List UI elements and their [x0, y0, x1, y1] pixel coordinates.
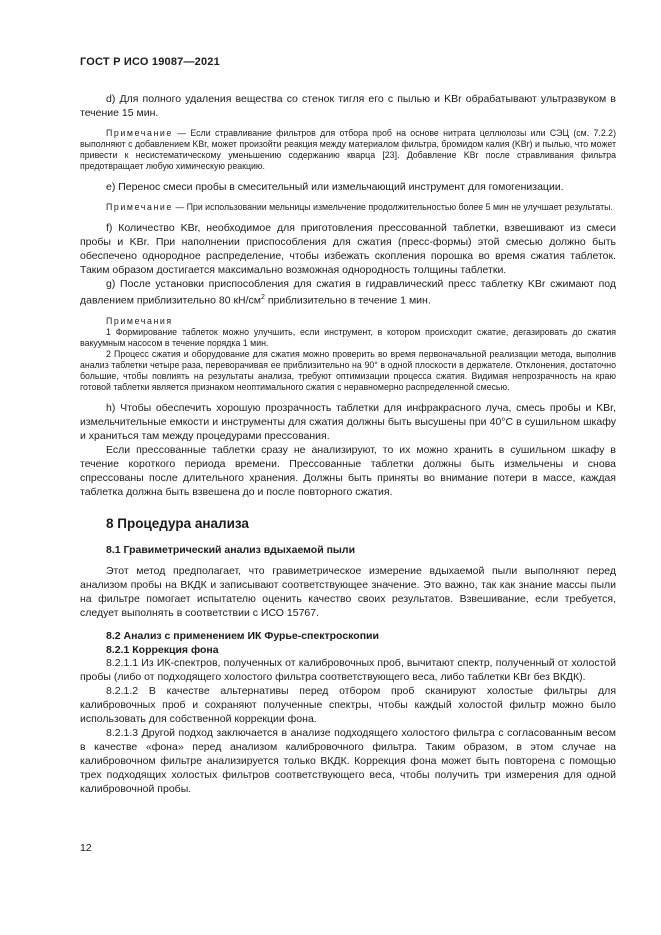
paragraph-8-2-1-1: 8.2.1.1 Из ИК-спектров, полученных от калибровочных проб, вычитают спектр, полученный от холостой пробы (либо от подходящего холостого фильтра соответствующего веса, либо таблетки KBr без ВКДК). — [80, 656, 616, 683]
page-content — [80, 92, 616, 796]
item-e: e) Перенос смеси пробы в смесительный или измельчающий инструмент для гомогенизации. — [106, 181, 564, 193]
item-f: f) Количество KBr, необходимое для приготовления прессованной таблетки, взвешивают из смеси пробы и KBr. При наполнении приспособления для сжатия (пресс-формы) этой смесью должно быть обеспечено однородное распределение, чтобы избежать скопления порошка во время сжатия таблеток. Таким образом достигается максимально возможная однородность толщины таблетки. — [80, 222, 616, 276]
section-8-1-text: Этот метод предполагает, что гравиметрическое измерение вдыхаемой пыли выполняют перед анализом пробы на ВКДК и записывают соответствующее значение. Это важно, так как знание массы пыли на фильтре помогает испытателю оценить качество своих результатов. Взвешивание, если требуется, следует выполнять в соответствии с ИСО 15767. — [80, 564, 616, 619]
item-d: d) Для полного удаления вещества со стенок тигля его с пылью и KBr обрабатывают ультразвуком в течение 15 мин. — [80, 93, 616, 119]
section-8-2-heading: 8.2 Анализ с применением ИК Фурье-спектроскопии — [106, 629, 379, 642]
notes-label: Примечания — [106, 315, 173, 326]
page-number: 12 — [80, 842, 92, 854]
note-2: 2 Процесс сжатия и оборудование для сжатия можно проверить во время первоначальной реализации метода, выполнив анализ таблетки четыре раза, переворачивая ее приблизительно на 90° в одной плоскости в держателе. Отклонения, достаточно большие, чтобы повлиять на результаты анализа, требуют оптимизации процесса сжатия. Видимая непрозрачность на краю готовой таблетки является признаком неоптимального сжатия с неравномерно распределенной смесью. — [80, 348, 616, 392]
item-h: h) Чтобы обеспечить хорошую прозрачность таблетки для инфракрасного луча, смесь пробы и KBr, измельчительные емкости и инструменты для сжатия должны быть высушены при 40°С в сушильном шкафу и храниться там между процедурами прессования. — [80, 401, 616, 442]
paragraph-8-2-1-2: 8.2.1.2 В качестве альтернативы перед отбором проб сканируют холостые фильтры для калибровочных проб и сохраняют полученные спектры, чтобы каждый холостой фильтр можно было использовать для собственной коррекции фона. — [80, 684, 616, 725]
section-8-1-heading: 8.1 Гравиметрический анализ вдыхаемой пыли — [106, 543, 356, 556]
section-8-heading: 8 Процедура анализа — [106, 515, 249, 531]
note-d — [80, 128, 616, 172]
note-text: — При использовании мельницы измельчение продолжительностью более 5 мин не улучшает результаты. — [172, 202, 613, 212]
item-h-continued: Если прессованные таблетки сразу не анализируют, то их можно хранить в сушильном шкафу в течение короткого периода времени. Прессованные таблетки должны быть измельчены и снова спрессованы после длительного хранения. Должны быть приняты во внимание потери в массе, каждая таблетка должна быть взвешена до и после повторного сжатия. — [80, 443, 616, 498]
note-label: Примечание — [106, 128, 173, 138]
paragraph-8-2-1-3: 8.2.1.3 Другой подход заключается в анализе подходящего холостого фильтра с согласованным весом в качестве «фона» перед анализом калибровочного фильтра. Таким образом, в этом случае на калибровочном фильтре анализируется только ВКДК. Коррекция фона может быть повторена с помощью трех подходящих холостых фильтров соответствующего веса, чтобы получить три измерения для одной калибровочной пробы. — [80, 726, 616, 795]
item-g: g) После установки приспособления для сжатия в гидравлический пресс таблетку KBr сжимают под давлением приблизительно 80 $кН/см^2$ приблизительно в течение 1 мин. — [80, 278, 616, 307]
note-1: 1 Формирование таблеток можно улучшить, если инструмент, в котором происходит сжатие, дегазировать до сжатия вакуумным насосом в течение порядка 1 мин. — [80, 326, 616, 348]
note-label: Примечание — [106, 202, 173, 212]
note-e — [80, 202, 616, 213]
section-8-2-1-heading: 8.2.1 Коррекция фона — [106, 643, 219, 656]
note-text: — Если стравливание фильтров для отбора проб на основе нитрата целлюлозы или СЭЦ (см. 7.2.2) выполняют с добавлением KBr, может произойти реакция между материалом фильтра, бромидом калия (KBr) и пылью, что может привести к несистематическому уменьшению содержанию кварца [23]. Добавление KBr после стравливания фильтра предотвращает любую химическую реакцию. — [80, 128, 616, 171]
document-header: ГОСТ Р ИСО 19087—2021 — [80, 56, 220, 68]
